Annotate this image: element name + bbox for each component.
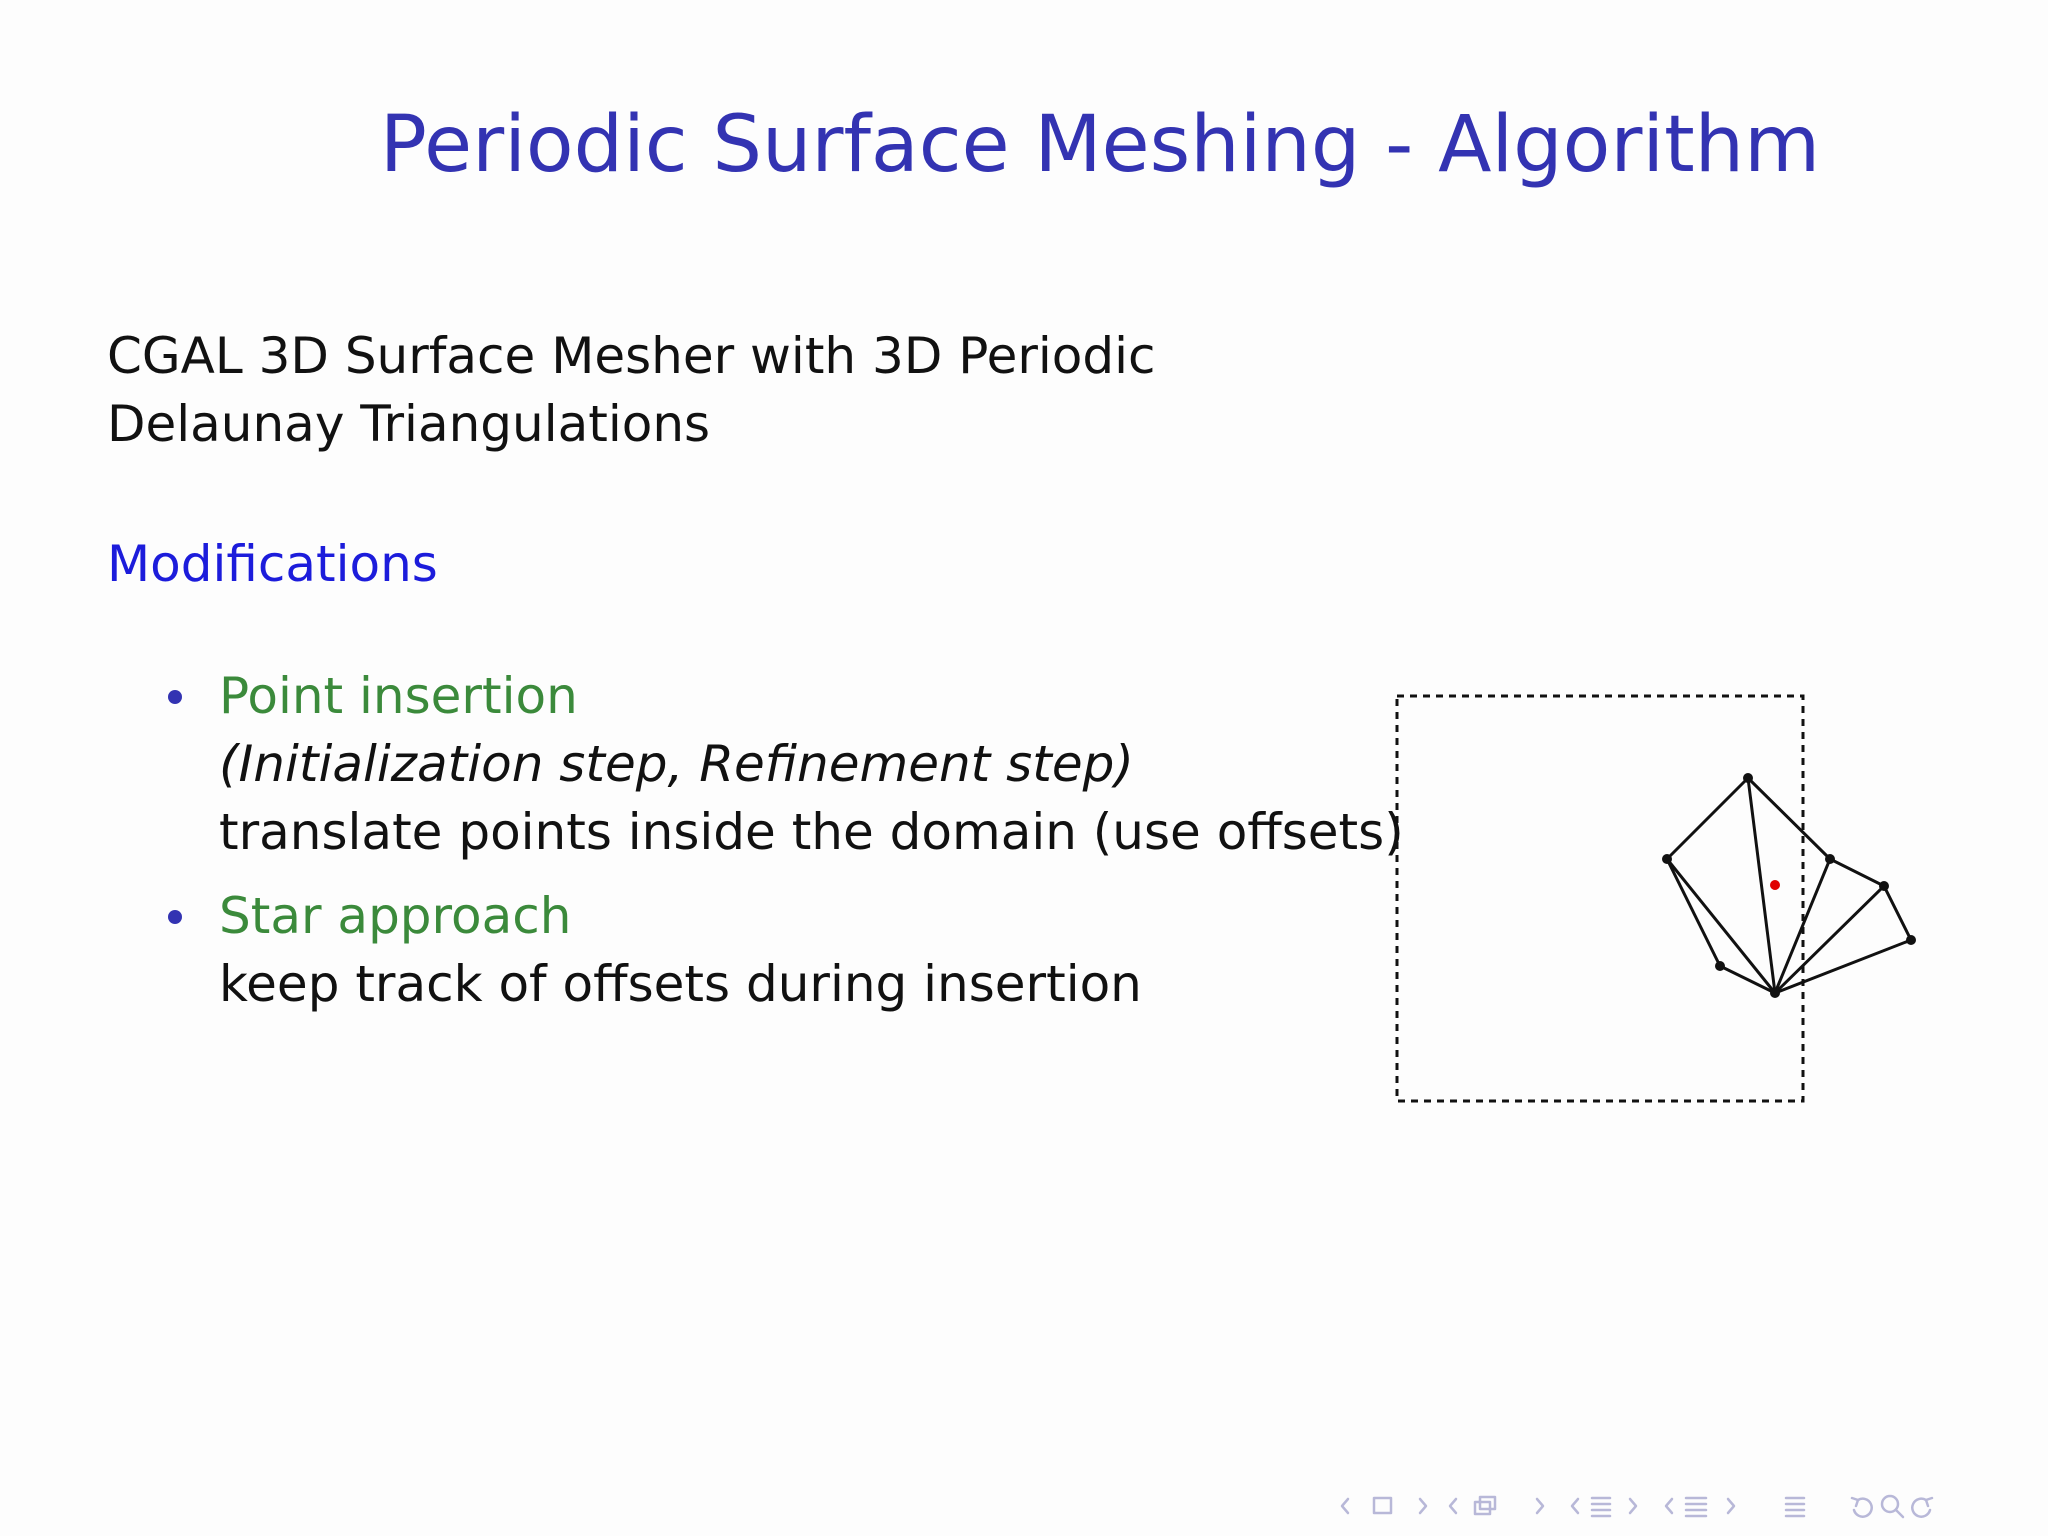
item-subtext: translate points inside the domain (use offsets) xyxy=(219,803,1404,861)
triangle-edge xyxy=(1884,886,1911,940)
periodic-domain-box xyxy=(1397,696,1803,1101)
triangle-edge xyxy=(1775,886,1884,993)
item-subtext-italic: (Initialization step, Refinement step) xyxy=(219,735,1134,793)
nav-redo-icon[interactable] xyxy=(1912,1498,1932,1517)
mesh-vertex xyxy=(1906,935,1916,945)
nav-outline-icon[interactable] xyxy=(1666,1498,1734,1516)
item-subtext: keep track of offsets during insertion xyxy=(219,955,1142,1013)
mesh-vertex xyxy=(1715,961,1725,971)
triangle-edge xyxy=(1667,859,1720,966)
triangle-edge xyxy=(1830,859,1884,886)
mesh-vertex xyxy=(1825,854,1835,864)
star-triangles xyxy=(1667,778,1911,993)
beamer-navigation-bar xyxy=(1330,1488,2030,1524)
triangle-edge xyxy=(1667,778,1748,859)
triangle-edge xyxy=(1775,940,1911,993)
nav-search-icon[interactable] xyxy=(1882,1496,1903,1517)
section-heading: Modifications xyxy=(107,535,438,593)
intro-line: Delaunay Triangulations xyxy=(107,395,711,453)
item-heading: Point insertion xyxy=(219,667,578,725)
nav-undo-icon[interactable] xyxy=(1852,1498,1872,1517)
mesh-vertex xyxy=(1879,881,1889,891)
mesh-vertex xyxy=(1662,854,1672,864)
mesh-vertex xyxy=(1770,988,1780,998)
mesh-vertex xyxy=(1743,773,1753,783)
triangle-edge xyxy=(1748,778,1830,859)
item-heading: Star approach xyxy=(219,887,572,945)
intro-line: CGAL 3D Surface Mesher with 3D Periodic xyxy=(107,327,1156,385)
nav-subsection-icon[interactable] xyxy=(1450,1497,1543,1514)
nav-prev-arrow-icon[interactable] xyxy=(1342,1499,1348,1513)
triangle-edge xyxy=(1720,966,1775,993)
nav-frame-icon[interactable] xyxy=(1374,1498,1426,1513)
nav-slide-list-icon[interactable] xyxy=(1786,1498,1804,1516)
slide-title: Periodic Surface Meshing - Algorithm xyxy=(379,100,1821,190)
nav-section-icon[interactable] xyxy=(1572,1498,1636,1516)
star-vertices xyxy=(1662,773,1916,998)
triangle-edge xyxy=(1667,859,1775,993)
inserted-point xyxy=(1770,880,1780,890)
